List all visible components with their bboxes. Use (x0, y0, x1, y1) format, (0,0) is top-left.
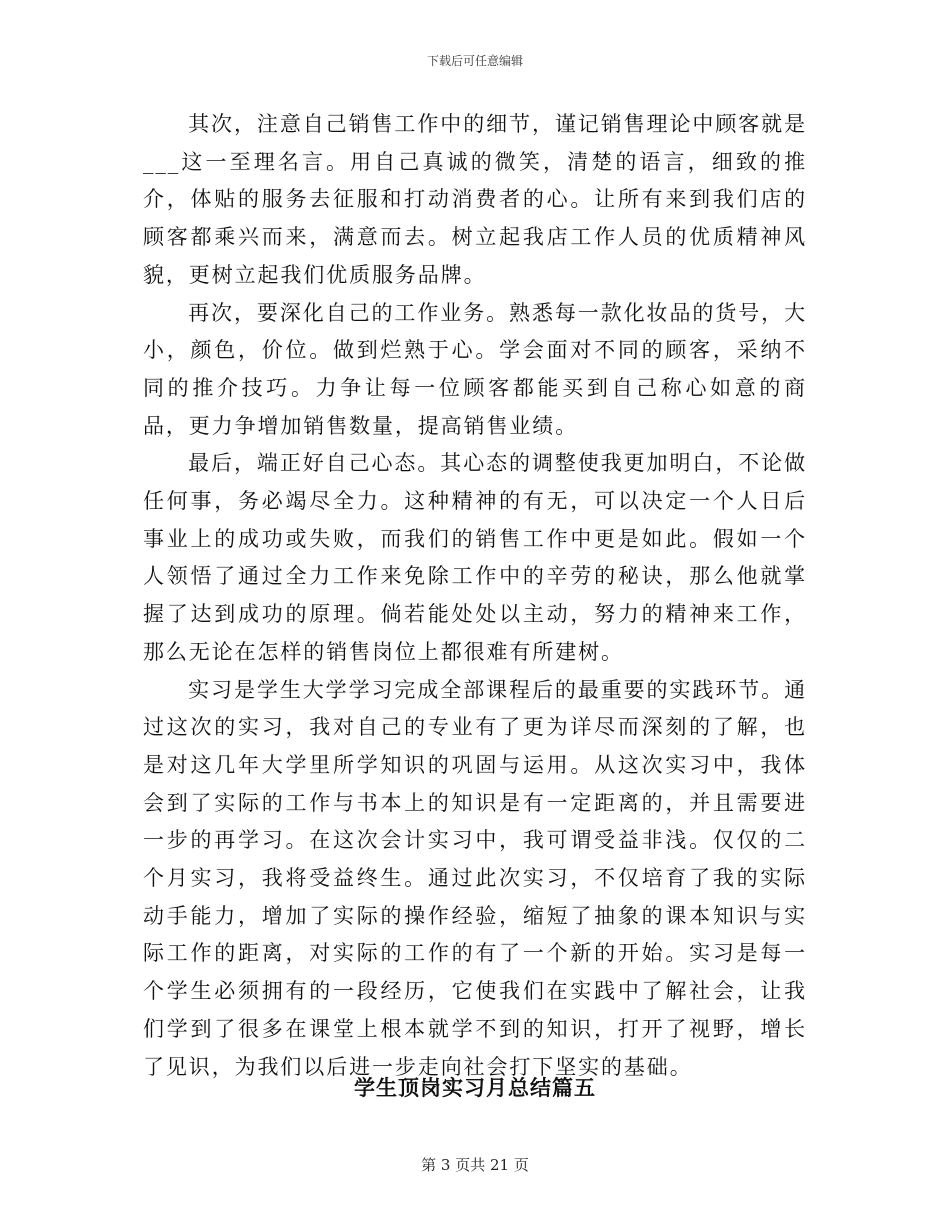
paragraph-internship: 实习是学生大学学习完成全部课程后的最重要的实践环节。通过这次的实习，我对自己的专业有了更为详尽而深刻的了解，也是对这几年大学里所学知识的巩固与运用。从这次实习中，我体会到了实际的工作与书本上的知识是有一定距离的，并且需要进一步的再学习。在这次会计实习中，我可谓受益非浅。仅仅的二个月实习，我将受益终生。通过此次实习，不仅培育了我的实际动手能力，增加了实际的操作经验，缩短了抽象的课本知识与实际工作的距离，对实际的工作的有了一个新的开始。实习是每一个学生必须拥有的一段经历，它使我们在实践中了解社会，让我们学到了很多在课堂上根本就学不到的知识，打开了视野，增长了见识，为我们以后进一步走向社会打下坚实的基础。 (143, 677, 807, 1079)
paragraph-details: 其次，注意自己销售工作中的细节，谨记销售理论中顾客就是___这一至理名言。用自己真诚的微笑，清楚的语言，细致的推介，体贴的服务去征服和打动消费者的心。让所有来到我们店的顾客都乘兴而来，满意而去。树立起我店工作人员的优质精神风貌，更树立起我们优质服务品牌。 (143, 112, 807, 287)
page-header-note: 下载后可任意编辑 (426, 54, 523, 68)
page-number: 第 3 页共 21 页 (421, 1156, 529, 1174)
document-body (143, 106, 807, 1086)
paragraph-attitude: 最后，端正好自己心态。其心态的调整使我更加明白，不论做任何事，务必竭尽全力。这种精神的有无，可以决定一个人日后事业上的成功或失败，而我们的销售工作中更是如此。假如一个人领悟了通过全力工作来免除工作中的辛劳的秘诀，那么他就掌握了达到成功的原理。倘若能处处以主动，努力的精神来工作，那么无论在怎样的销售岗位上都很难有所建树。 (143, 451, 807, 664)
paragraph-business: 再次，要深化自己的工作业务。熟悉每一款化妆品的货号，大小，颜色，价位。做到烂熟于心。学会面对不同的顾客，采纳不同的推介技巧。力争让每一位顾客都能买到自己称心如意的商品，更力争增加销售数量，提高销售业绩。 (143, 300, 807, 438)
section-title: 学生顶岗实习月总结篇五 (354, 1075, 596, 1100)
